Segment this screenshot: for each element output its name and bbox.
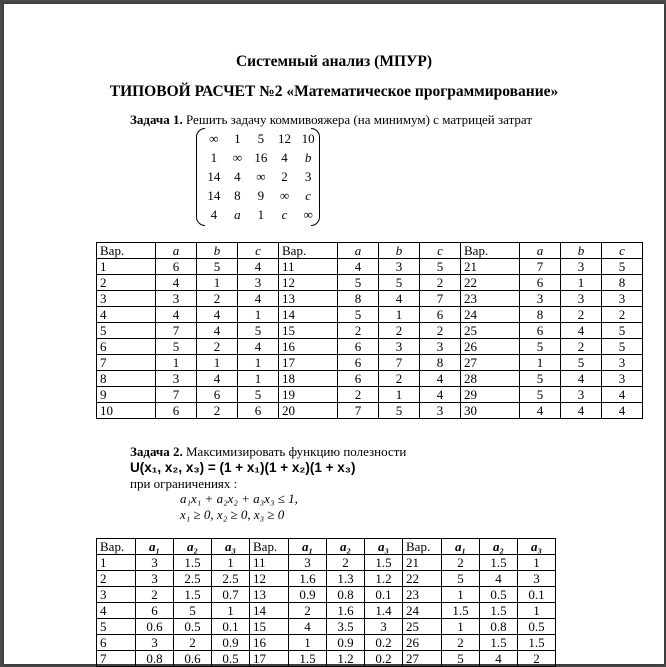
matrix-cell: ∞ <box>256 168 266 184</box>
table-row <box>97 323 643 339</box>
table-header-row <box>97 243 643 259</box>
table-cell: 0.1 <box>212 619 250 635</box>
table-cell: 4 <box>97 307 156 323</box>
table-cell: 5 <box>97 323 156 339</box>
table-cell: 27 <box>403 651 442 667</box>
table-cell: 14 <box>250 603 289 619</box>
table-cell: 3 <box>602 371 643 387</box>
table-cell: 4 <box>238 339 279 355</box>
table-cell: 1 <box>520 355 561 371</box>
matrix-cell: c <box>305 187 312 203</box>
table-cell: 4 <box>520 403 561 419</box>
table-cell: 4 <box>420 371 461 387</box>
table-cell: 27 <box>461 355 520 371</box>
table-cell: 2 <box>561 307 602 323</box>
matrix-cell: 16 <box>254 149 268 165</box>
table-cell: 2 <box>442 635 480 651</box>
task2-text: Максимизировать функцию полезности <box>186 444 407 459</box>
table-cell: 3 <box>561 291 602 307</box>
table-cell: 2.5 <box>212 571 250 587</box>
table-cell: 1 <box>156 355 197 371</box>
matrix-cell: 12 <box>278 130 292 146</box>
table-cell: 7 <box>97 651 136 667</box>
task2-variants-table <box>96 538 556 667</box>
table-cell: 0.9 <box>289 587 327 603</box>
table-cell: 1.5 <box>174 587 212 603</box>
table-cell: 3 <box>602 355 643 371</box>
document-title: Системный анализ (МПУР) <box>235 53 433 70</box>
table-cell: 2 <box>420 323 461 339</box>
table-cell: 8 <box>602 275 643 291</box>
table-cell: 4 <box>197 307 238 323</box>
table-row <box>97 339 643 355</box>
matrix-table <box>202 129 320 224</box>
column-header: a₃ <box>212 539 250 555</box>
table-cell: 2 <box>197 291 238 307</box>
table-cell: 2 <box>561 339 602 355</box>
table-cell: 7 <box>520 259 561 275</box>
task1-variants-table <box>96 242 643 419</box>
table-cell: 1 <box>238 307 279 323</box>
task1-text: Решить задачу коммивояжера (на минимум) с матрицей затрат <box>186 112 533 127</box>
column-header: a <box>520 243 561 259</box>
table-cell: 1.6 <box>327 603 365 619</box>
table-cell: 4 <box>480 571 518 587</box>
table-cell: 24 <box>461 307 520 323</box>
table-cell: 1 <box>561 275 602 291</box>
table-cell: 0.6 <box>174 651 212 667</box>
table-cell: 15 <box>250 619 289 635</box>
table-cell: 8 <box>97 371 156 387</box>
table-cell: 1 <box>518 603 556 619</box>
table-cell: 10 <box>97 403 156 419</box>
table-cell: 2 <box>420 275 461 291</box>
table-cell: 3 <box>289 555 327 571</box>
table-cell: 0.9 <box>327 635 365 651</box>
column-header: Вар. <box>97 243 156 259</box>
column-header: b <box>561 243 602 259</box>
table-cell: 4 <box>420 387 461 403</box>
table-cell: 4 <box>480 651 518 667</box>
matrix-cell: 10 <box>301 130 315 146</box>
table-cell: 6 <box>97 635 136 651</box>
table-cell: 1.5 <box>518 635 556 651</box>
matrix-cell: 5 <box>257 130 265 146</box>
matrix-cell: 2 <box>281 168 288 184</box>
table-row <box>97 651 556 667</box>
table-cell: 1 <box>212 603 250 619</box>
matrix-cell: 4 <box>210 206 218 222</box>
table-cell: 0.7 <box>212 587 250 603</box>
table-cell: 1 <box>379 307 420 323</box>
table-cell: 3 <box>561 387 602 403</box>
table-cell: 1 <box>97 555 136 571</box>
table-cell: 5 <box>561 355 602 371</box>
table-cell: 1.2 <box>327 651 365 667</box>
table-cell: 4 <box>379 291 420 307</box>
cost-matrix <box>196 128 320 228</box>
matrix-cell: 1 <box>210 149 218 165</box>
table-cell: 0.8 <box>327 587 365 603</box>
table-cell: 21 <box>461 259 520 275</box>
table-cell: 13 <box>250 587 289 603</box>
table-cell: 1.3 <box>327 571 365 587</box>
table-cell: 2 <box>518 651 556 667</box>
table-cell: 19 <box>279 387 338 403</box>
table-cell: 30 <box>461 403 520 419</box>
table-cell: 5 <box>520 339 561 355</box>
table-row <box>97 555 556 571</box>
matrix-cell: 8 <box>234 187 241 203</box>
table-cell: 7 <box>338 403 379 419</box>
matrix-cell: 1 <box>257 206 265 222</box>
table-cell: 4 <box>561 371 602 387</box>
table-row <box>97 307 643 323</box>
matrix-cell: c <box>281 206 288 222</box>
table-row <box>97 571 556 587</box>
table-cell: 1 <box>379 387 420 403</box>
matrix-cell: ∞ <box>279 187 290 203</box>
matrix-cell: ∞ <box>303 206 313 222</box>
table-cell: 17 <box>279 355 338 371</box>
table-row <box>97 371 643 387</box>
table-cell: 2 <box>327 555 365 571</box>
table-cell: 11 <box>279 259 338 275</box>
table-row <box>97 387 643 403</box>
table-cell: 1 <box>238 355 279 371</box>
matrix-cell: 4 <box>281 149 288 165</box>
table-row <box>97 587 556 603</box>
table-cell: 5 <box>338 275 379 291</box>
table-row <box>97 403 643 419</box>
table-cell: 5 <box>238 323 279 339</box>
table-cell: 3 <box>136 635 174 651</box>
constraint-budget: a₁x₁ + a₂x₂ + a₃x₃ ≤ 1, <box>180 491 298 506</box>
table-cell: 16 <box>250 635 289 651</box>
matrix-cell: a <box>234 206 241 222</box>
table-cell: 5 <box>442 571 480 587</box>
table-cell: 2 <box>442 555 480 571</box>
column-header: a <box>338 243 379 259</box>
table-cell: 4 <box>602 403 643 419</box>
table-cell: 0.1 <box>365 587 403 603</box>
table-cell: 4 <box>338 259 379 275</box>
matrix-cell: 1 <box>234 130 241 146</box>
table-cell: 6 <box>156 259 197 275</box>
table-cell: 5 <box>602 339 643 355</box>
table-cell: 5 <box>156 339 197 355</box>
column-header: a₂ <box>327 539 365 555</box>
table-cell: 7 <box>379 355 420 371</box>
matrix-cell: ∞ <box>232 149 242 165</box>
table-cell: 2 <box>602 307 643 323</box>
table-cell: 1.5 <box>289 651 327 667</box>
table-cell: 3 <box>136 555 174 571</box>
table-row <box>97 275 643 291</box>
table-cell: 25 <box>403 619 442 635</box>
table-row <box>97 603 556 619</box>
table-cell: 2 <box>289 603 327 619</box>
table-cell: 12 <box>250 571 289 587</box>
document-subtitle: ТИПОВОЙ РАСЧЕТ №2 «Математическое программирование» <box>109 83 559 100</box>
table-cell: 8 <box>420 355 461 371</box>
matrix-row <box>202 129 320 148</box>
table-cell: 11 <box>250 555 289 571</box>
column-header: a₂ <box>174 539 212 555</box>
table-cell: 7 <box>156 387 197 403</box>
column-header: b <box>379 243 420 259</box>
table-cell: 4 <box>197 371 238 387</box>
table-cell: 0.6 <box>136 619 174 635</box>
matrix-cell: 14 <box>207 168 221 184</box>
table-cell: 5 <box>379 275 420 291</box>
table-cell: 26 <box>461 339 520 355</box>
table-cell: 3 <box>379 259 420 275</box>
column-header: a <box>156 243 197 259</box>
document-page <box>4 4 664 664</box>
table-row <box>97 259 643 275</box>
table-cell: 2 <box>379 323 420 339</box>
table-cell: 5 <box>197 259 238 275</box>
table-cell: 0.1 <box>518 587 556 603</box>
column-header: Вар. <box>250 539 289 555</box>
column-header: Вар. <box>97 539 136 555</box>
task2-label: Задача 2. <box>130 444 183 459</box>
table-cell: 1.4 <box>365 603 403 619</box>
table-cell: 1 <box>442 587 480 603</box>
table-cell: 2 <box>174 635 212 651</box>
table-cell: 2 <box>338 387 379 403</box>
table-cell: 17 <box>250 651 289 667</box>
table-cell: 25 <box>461 323 520 339</box>
constraints-intro: при ограничениях : <box>130 476 238 491</box>
table-cell: 2 <box>197 339 238 355</box>
column-header: b <box>197 243 238 259</box>
table-cell: 0.5 <box>480 587 518 603</box>
table-cell: 20 <box>279 403 338 419</box>
table-cell: 0.8 <box>136 651 174 667</box>
table-cell: 6 <box>238 403 279 419</box>
matrix-cell: 4 <box>234 168 241 184</box>
table-cell: 4 <box>561 403 602 419</box>
table-cell: 3 <box>602 291 643 307</box>
column-header: c <box>602 243 643 259</box>
table-cell: 2 <box>379 371 420 387</box>
table-cell: 6 <box>520 323 561 339</box>
table-cell: 14 <box>279 307 338 323</box>
table-cell: 5 <box>174 603 212 619</box>
table-cell: 23 <box>403 587 442 603</box>
table-cell: 8 <box>520 307 561 323</box>
table-cell: 7 <box>156 323 197 339</box>
table-cell: 29 <box>461 387 520 403</box>
constraint-nonneg: x₁ ≥ 0, x₂ ≥ 0, x₃ ≥ 0 <box>180 507 285 522</box>
table-cell: 1 <box>238 371 279 387</box>
table-row <box>97 291 643 307</box>
matrix-row <box>202 167 320 186</box>
column-header: a₁ <box>136 539 174 555</box>
table-header-row <box>97 539 556 555</box>
table-cell: 16 <box>279 339 338 355</box>
matrix-cell: 14 <box>207 187 221 203</box>
table-cell: 6 <box>136 603 174 619</box>
table-cell: 3 <box>420 403 461 419</box>
table-cell: 3 <box>156 371 197 387</box>
table-cell: 1 <box>97 259 156 275</box>
matrix-cell: b <box>304 149 312 165</box>
matrix-row <box>202 186 320 205</box>
table-cell: 3 <box>97 587 136 603</box>
column-header: c <box>420 243 461 259</box>
matrix-cell: ∞ <box>209 130 219 146</box>
table-cell: 7 <box>420 291 461 307</box>
table-cell: 5 <box>520 387 561 403</box>
column-header: a₁ <box>442 539 480 555</box>
table-cell: 6 <box>338 339 379 355</box>
column-header: Вар. <box>279 243 338 259</box>
table-cell: 5 <box>238 387 279 403</box>
table-cell: 24 <box>403 603 442 619</box>
table-cell: 1 <box>289 635 327 651</box>
table-row <box>97 635 556 651</box>
table-cell: 28 <box>461 371 520 387</box>
table-cell: 13 <box>279 291 338 307</box>
table-cell: 2.5 <box>174 571 212 587</box>
table-cell: 12 <box>279 275 338 291</box>
task1-label: Задача 1. <box>130 112 183 127</box>
table-cell: 6 <box>338 371 379 387</box>
table-cell: 4 <box>602 387 643 403</box>
table-cell: 0.5 <box>174 619 212 635</box>
table-cell: 6 <box>338 355 379 371</box>
table-cell: 3 <box>518 571 556 587</box>
table-cell: 3 <box>520 291 561 307</box>
table-cell: 15 <box>279 323 338 339</box>
column-header: a₃ <box>518 539 556 555</box>
table-cell: 5 <box>97 619 136 635</box>
table-cell: 5 <box>338 307 379 323</box>
column-header: c <box>238 243 279 259</box>
table-cell: 9 <box>97 387 156 403</box>
table-cell: 2 <box>97 275 156 291</box>
table-cell: 0.5 <box>212 651 250 667</box>
table-cell: 3 <box>156 291 197 307</box>
column-header: a₁ <box>289 539 327 555</box>
table-cell: 8 <box>338 291 379 307</box>
table-cell: 1 <box>212 555 250 571</box>
matrix-row <box>202 148 320 167</box>
table-cell: 2 <box>338 323 379 339</box>
table-cell: 23 <box>461 291 520 307</box>
table-cell: 6 <box>97 339 156 355</box>
table-cell: 0.2 <box>365 651 403 667</box>
table-cell: 22 <box>461 275 520 291</box>
table-cell: 1.5 <box>174 555 212 571</box>
table-cell: 4 <box>561 323 602 339</box>
table-cell: 1.2 <box>365 571 403 587</box>
table-cell: 2 <box>97 571 136 587</box>
table-cell: 0.9 <box>212 635 250 651</box>
table-cell: 5 <box>420 259 461 275</box>
table-cell: 18 <box>279 371 338 387</box>
table-cell: 4 <box>156 275 197 291</box>
table-cell: 4 <box>238 291 279 307</box>
column-header: a₂ <box>480 539 518 555</box>
table-cell: 4 <box>238 259 279 275</box>
table-cell: 6 <box>520 275 561 291</box>
table-cell: 3 <box>561 259 602 275</box>
table-cell: 1.5 <box>480 555 518 571</box>
table-cell: 1.6 <box>289 571 327 587</box>
table-cell: 1.5 <box>480 635 518 651</box>
task1-statement <box>130 112 532 128</box>
table-row <box>97 355 643 371</box>
column-header: Вар. <box>461 243 520 259</box>
table-cell: 6 <box>156 403 197 419</box>
table-cell: 1 <box>442 619 480 635</box>
column-header: Вар. <box>403 539 442 555</box>
table-cell: 1 <box>197 275 238 291</box>
table-cell: 5 <box>442 651 480 667</box>
table-cell: 3.5 <box>327 619 365 635</box>
table-cell: 3 <box>136 571 174 587</box>
table-cell: 1.5 <box>365 555 403 571</box>
table-cell: 6 <box>420 307 461 323</box>
table-cell: 6 <box>197 387 238 403</box>
table-cell: 1.5 <box>480 603 518 619</box>
table-cell: 21 <box>403 555 442 571</box>
table-cell: 3 <box>420 339 461 355</box>
table-cell: 3 <box>365 619 403 635</box>
table-cell: 1.5 <box>442 603 480 619</box>
column-header: a₃ <box>365 539 403 555</box>
matrix-row <box>202 205 320 224</box>
utility-formula: U(x₁, x₂, x₃) = (1 + x₁)(1 + x₂)(1 + x₃) <box>130 460 356 475</box>
table-cell: 3 <box>238 275 279 291</box>
table-cell: 2 <box>197 403 238 419</box>
table-cell: 2 <box>136 587 174 603</box>
table-cell: 4 <box>289 619 327 635</box>
matrix-cell: 9 <box>257 187 265 203</box>
table-cell: 4 <box>156 307 197 323</box>
table-cell: 0.2 <box>365 635 403 651</box>
table-row <box>97 619 556 635</box>
table-cell: 5 <box>602 259 643 275</box>
table-cell: 0.5 <box>518 619 556 635</box>
task2-statement <box>130 444 406 460</box>
table-cell: 4 <box>97 603 136 619</box>
matrix-cell: 3 <box>304 168 312 184</box>
table-cell: 3 <box>97 291 156 307</box>
table-cell: 0.8 <box>480 619 518 635</box>
table-cell: 3 <box>379 339 420 355</box>
table-cell: 1 <box>197 355 238 371</box>
table-cell: 4 <box>197 323 238 339</box>
table-cell: 7 <box>97 355 156 371</box>
table-cell: 5 <box>379 403 420 419</box>
table-cell: 22 <box>403 571 442 587</box>
table-cell: 1 <box>518 555 556 571</box>
table-cell: 26 <box>403 635 442 651</box>
table-cell: 5 <box>602 323 643 339</box>
table-cell: 5 <box>520 371 561 387</box>
